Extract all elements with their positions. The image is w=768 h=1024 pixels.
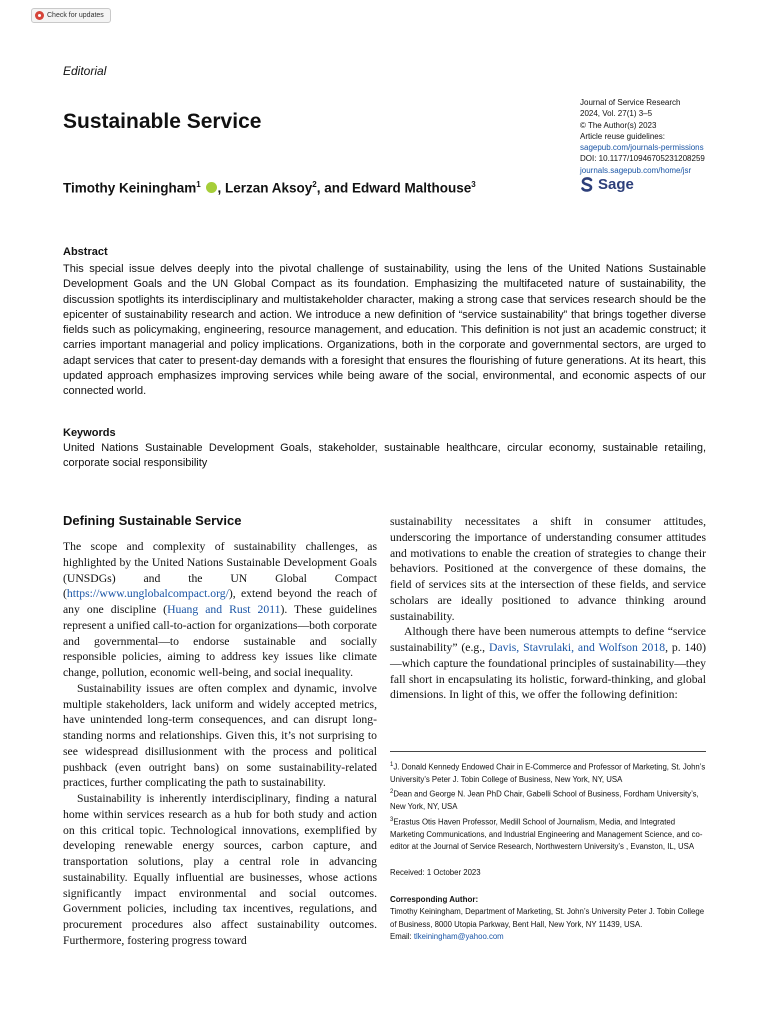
affiliations [390,759,708,854]
reuse-label: Article reuse guidelines: [580,131,665,141]
section-label: Editorial [63,64,107,78]
author-affiliation-sup: 2 [312,180,317,189]
copyright: © The Author(s) 2023 [580,120,657,130]
author-list: Timothy Keiningham$^1$ , Lerzan Aksoy$^2$, and Edward Malthouse$^3$ [63,180,476,196]
permissions-link[interactable]: sagepub.com/journals-permissions [580,143,704,153]
unglobalcompact-link[interactable]: https://www.unglobalcompact.org/ [66,587,229,601]
corresponding-address: Timothy Keiningham, Department of Marketing, St. John’s University Peter J. Tobin College of Business, 8000 Utopia Parkway, Bent Hall, New York, NY 11439, USA. [390,907,705,929]
journal-volume: 2024, Vol. 27(1) 3–5 [580,109,653,119]
author-affiliation-sup: 3 [471,180,476,189]
check-for-updates-badge[interactable] [31,8,111,23]
keywords-text: United Nations Sustainable Development Goals, stakeholder, sustainable healthcare, circular economy, sustainable retailing, corporate social responsibility [63,442,706,470]
corresponding-heading: Corresponding Author: [390,895,479,904]
publisher-logo [580,176,634,193]
footnote-divider [390,751,706,752]
keywords-heading: Keywords [63,427,116,439]
abstract-heading: Abstract [63,246,108,258]
journal-home-link[interactable]: journals.sagepub.com/home/jsr [580,165,692,175]
paragraph: Although there have been numerous attempts to define “service sustainability” (e.g., Davis, Stavrulaki, and Wolfson 2018, p. 140)—which capture the foundational principles of sustainability—they fall short in encapsulating its holistic, forward-thinking, and global dimensions. In light of this, we offer the following definition: [390,625,706,702]
badge-label: Check for updates [47,12,104,19]
affiliation-item: $^3$Erastus Otis Haven Professor, Medill School of Journalism, Media, and Integrated Marketing Communications, and Industrial Engineering and Management Science, and co-editor at the Journal of Service Research, Northwestern University’s , Evanston, IL, USA [390,816,703,852]
section-heading: Defining Sustainable Service [63,513,242,528]
abstract-text: This special issue delves deeply into the pivotal challenge of sustainability, using the lens of the United Nations Sustainable Development Goals and the UN Global Compact as its foundation. Emphasizing the multifaceted nature of sustainability, the discussion spotlights its interdisciplinary and multistakeholder character, making a strong case that services research should be the epicenter of sustainability research and action. We introduce a new definition of “service sustainability” that brings together diverse fields such as policymaking, engineering, resource management, and education. This definition is not just an academic construct; it carries important managerial and policy implications. Organizations, both in the corporate and governmental sectors, are urged to adapt services that cater to present-day demands with a foresight that ensures the flourishing of future generations. At its heart, this updated approach emphasizes improving services while being aware of the social, environmental, and economic aspects of our connected world. [63,263,706,398]
paragraph: The scope and complexity of sustainability challenges, as highlighted by the United Nations Sustainable Development Goals (UNSDGs) and the UN Global Compact (https://www.unglobalcompact.org/), extend beyond the reach of any one discipline (Huang and Rust 2011). These guidelines represent a unified call-to-action for organizations—both corporate and governmental—to endorse sustainable and socially responsible policies, aiming to address key issues like climate change, pollution, economic well-being, and social inequality. [63,540,377,679]
email-link[interactable]: tlkeiningham@yahoo.com [413,932,504,942]
received-date: Received: 1 October 2023 [390,868,481,877]
affiliation-item: $^1$J. Donald Kennedy Endowed Chair in E-Commerce and Professor of Marketing, St. John’s University’s Peter J. Tobin College of Business, New York, NY, USA [390,762,706,784]
body-column-left [63,539,377,949]
doi: DOI: 10.1177/10946705231208259 [580,154,705,164]
email-label: Email: [390,932,414,942]
author-name: Edward Malthouse [352,180,472,196]
article-title: Sustainable Service [63,110,262,133]
citation-huang-rust[interactable]: Huang and Rust 2011 [167,603,281,616]
corresponding-author [390,894,708,944]
journal-name: Journal of Service Research [580,98,681,107]
journal-info [580,97,705,176]
crossmark-icon [35,11,44,20]
paragraph: Sustainability issues are often complex and dynamic, involve multiple stakeholders, lack uniform and widely accepted metrics, have unintended long-term consequences, and can disrupt long-standing norms and relationships. Given this, it’s not surprising to see widespread disillusionment with the process and political pushback (even outright bans) on some sustainability-related practices, further complicating the path to sustainability. [63,681,377,790]
citation-davis[interactable]: Davis, Stavrulaki, and Wolfson 2018 [489,641,666,654]
sage-logo-icon [580,177,594,192]
affiliation-item: $^2$Dean and George N. Jean PhD Chair, Gabelli School of Business, Fordham University’s, New York, NY, USA [390,789,699,812]
publisher-name: Sage [598,176,634,193]
paragraph: Sustainability is inherently interdisciplinary, finding a natural home within services research as a hub for both study and action on this critical topic. Technological innovations, exemplified by developing renewable energy sources, carbon capture, and transportation solutions, play a central role in advancing sustainability. Equally influential are businesses, whose actions significantly impact environmental and social outcomes. Government policies, including tax incentives, regulations, and procurement procedures also affect sustainability outcomes. Furthermore, fostering progress toward [63,792,377,947]
paragraph: sustainability necessitates a shift in consumer attitudes, underscoring the importance of understanding consumer attitudes and motivations to enable the creation of strategies to change their behaviors. Positioned at the convergence of these domains, the field of services sits at the intersection of these fields, and service scholars are ideally positioned to advance thinking around sustainability. [390,515,706,623]
author-affiliation-sup: 1 [196,180,201,189]
author-name: Timothy Keiningham [63,180,197,196]
body-column-right [390,514,706,703]
author-name: Lerzan Aksoy [225,180,313,196]
orcid-icon[interactable] [206,182,217,193]
